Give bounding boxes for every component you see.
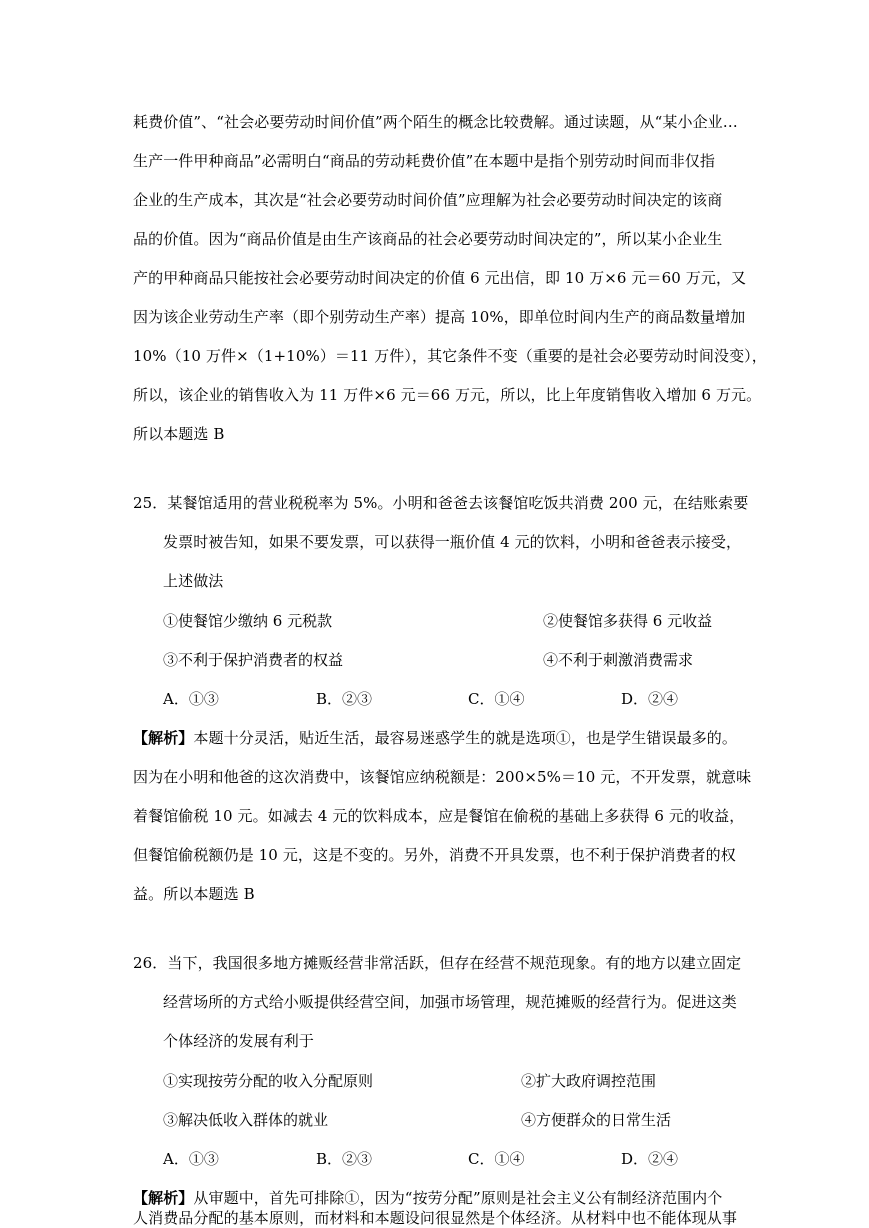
q26-item-1: ①实现按劳分配的收入分配原则 xyxy=(163,1072,374,1090)
q25-stem-line-2: 发票时被告知，如果不要发票，可以获得一瓶价值 4 元的饮料，小明和爸爸表示接受， xyxy=(163,533,742,551)
prev-analysis-line-7: 10%（10 万件×（1+10%）＝11 万件），其它条件不变（重要的是社会必要劳动时间没变）， xyxy=(133,347,767,365)
q25-analysis-line-3: 着餐馆偷税 10 元。如减去 4 元的饮料成本，应是餐馆在偷税的基础上多获得 6 元的收益， xyxy=(133,807,745,825)
q26-item-2: ②扩大政府调控范围 xyxy=(521,1072,657,1090)
prev-analysis-line-4: 品的价值。因为“商品价值是由生产该商品的社会必要劳动时间决定的”，所以某小企业生 xyxy=(133,230,723,248)
q26-item-3: ③解决低收入群体的就业 xyxy=(163,1111,329,1129)
q25-choice-b: B．②③ xyxy=(316,690,373,708)
q25-choice-a: A．①③ xyxy=(163,690,219,708)
q26-stem-line-2: 经营场所的方式给小贩提供经营空间，加强市场管理，规范摊贩的经营行为。促进这类 xyxy=(163,993,737,1011)
q25-stem-line-1: 25．某餐馆适用的营业税税率为 5%。小明和爸爸去该餐馆吃饭共消费 200 元，在结账索要 xyxy=(133,494,749,512)
q26-choice-d: D．②④ xyxy=(621,1150,679,1168)
prev-analysis-line-9: 所以本题选 B xyxy=(133,425,225,443)
q25-analysis-line-5: 益。所以本题选 B xyxy=(133,885,255,903)
q26-item-4: ④方便群众的日常生活 xyxy=(521,1111,672,1129)
prev-analysis-line-2: 生产一件甲种商品”必需明白“商品的劳动耗费价值”在本题中是指个别劳动时间而非仅指 xyxy=(133,152,716,170)
q26-stem-line-1: 26．当下，我国很多地方摊贩经营非常活跃，但存在经营不规范现象。有的地方以建立固定 xyxy=(133,954,742,972)
prev-analysis-line-8: 所以，该企业的销售收入为 11 万件×6 元＝66 万元，所以，比上年度销售收入增加 6 万元。 xyxy=(133,386,762,404)
q25-item-2: ②使餐馆多获得 6 元收益 xyxy=(543,612,713,630)
q25-analysis-line-2: 因为在小明和他爸的这次消费中，该餐馆应纳税额是：200×5%＝10 元，不开发票，就意味 xyxy=(133,768,752,786)
q25-choice-c: C．①④ xyxy=(468,690,525,708)
q25-analysis-line-1 xyxy=(133,728,737,748)
q26-analysis-tag: 【解析】 xyxy=(133,1189,194,1207)
prev-analysis-line-1: 耗费价值”、“社会必要劳动时间价值”两个陌生的概念比较费解。通过读题，从“某小企业… xyxy=(133,113,738,131)
q26-choice-b: B．②③ xyxy=(316,1150,373,1168)
q25-item-4: ④不利于刺激消费需求 xyxy=(543,651,694,669)
q26-choice-c: C．①④ xyxy=(468,1150,525,1168)
prev-analysis-line-6: 因为该企业劳动生产率（即个别劳动生产率）提高 10%，即单位时间内生产的商品数量增加 xyxy=(133,308,746,326)
q25-choice-d: D．②④ xyxy=(621,690,679,708)
q25-analysis-text-1: 本题十分灵活，贴近生活，最容易迷惑学生的就是选项①，也是学生错误最多的。 xyxy=(193,729,738,747)
q26-analysis-line-2: 人消费品分配的基本原则，而材料和本题设问很显然是个体经济。从材料中也不能体现从事 xyxy=(133,1209,738,1227)
q25-analysis-line-4: 但餐馆偷税额仍是 10 元，这是不变的。另外，消费不开具发票，也不利于保护消费者的权 xyxy=(133,846,736,864)
prev-analysis-line-5: 产的甲种商品只能按社会必要劳动时间决定的价值 6 元出信，即 10 万×6 元＝60 万元，又 xyxy=(133,269,747,287)
q26-stem-line-3: 个体经济的发展有利于 xyxy=(163,1032,315,1050)
q26-choice-a: A．①③ xyxy=(163,1150,219,1168)
q25-item-1: ①使餐馆少缴纳 6 元税款 xyxy=(163,612,333,630)
prev-analysis-line-3: 企业的生产成本，其次是“社会必要劳动时间价值”应理解为社会必要劳动时间决定的该商 xyxy=(133,191,723,209)
q25-stem-line-3: 上述做法 xyxy=(163,572,224,590)
q26-analysis-text-1: 从审题中，首先可排除①，因为“按劳分配”原则是社会主义公有制经济范围内个 xyxy=(193,1189,723,1207)
q25-item-3: ③不利于保护消费者的权益 xyxy=(163,651,344,669)
q25-analysis-tag: 【解析】 xyxy=(133,729,194,747)
q26-analysis-line-1 xyxy=(133,1188,722,1208)
